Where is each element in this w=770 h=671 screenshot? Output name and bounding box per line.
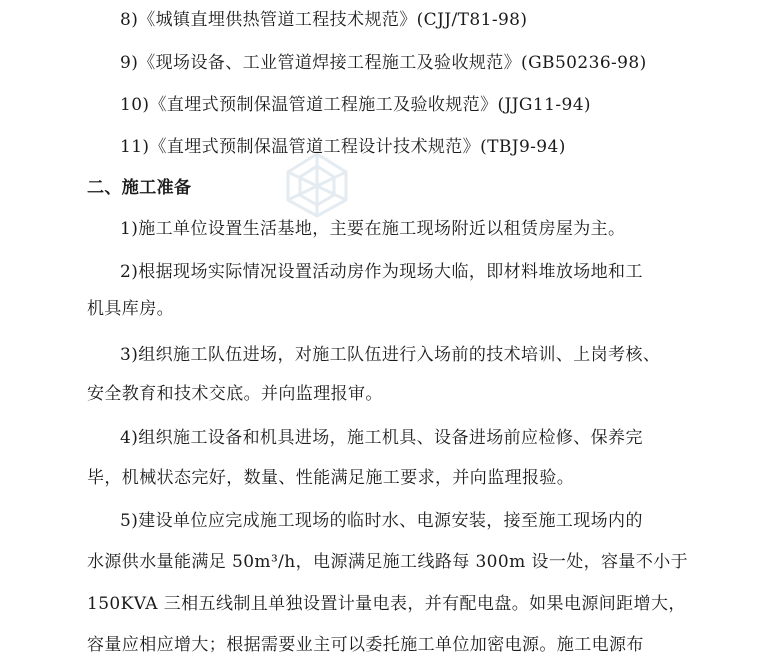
section-heading: 二、施工准备: [87, 178, 192, 198]
reference-item-9: 9)《现场设备、工业管道焊接工程施工及验收规范》(GB50236-98): [120, 53, 647, 73]
reference-item-8: 8)《城镇直埋供热管道工程技术规范》(CJJ/T81-98): [120, 10, 528, 30]
paragraph-line-6: 4)组织施工设备和机具进场，施工机具、设备进场前应检修、保养完: [120, 428, 643, 448]
paragraph-line-2: 2)根据现场实际情况设置活动房作为现场大临，即材料堆放场地和工: [120, 262, 643, 282]
watermark-logo-icon: [282, 150, 352, 220]
reference-item-10: 10)《直埋式预制保温管道工程施工及验收规范》(JJG11-94): [120, 95, 591, 115]
paragraph-line-4: 3)组织施工队伍进场，对施工队伍进行入场前的技术培训、上岗考核、: [120, 345, 661, 365]
paragraph-line-8: 5)建设单位应完成施工现场的临时水、电源安装，接至施工现场内的: [120, 511, 643, 531]
reference-item-11: 11)《直埋式预制保温管道工程设计技术规范》(TBJ9-94): [120, 137, 566, 157]
paragraph-line-9: 水源供水量能满足 50m³/h，电源满足施工线路每 300m 设一处，容量不小于: [87, 552, 689, 572]
paragraph-line-1: 1)施工单位设置生活基地，主要在施工现场附近以租赁房屋为主。: [120, 219, 626, 239]
paragraph-line-3: 机具库房。: [87, 299, 174, 319]
paragraph-line-5: 安全教育和技术交底。并向监理报审。: [87, 384, 383, 404]
paragraph-line-10: 150KVA 三相五线制且单独设置计量电表，并有配电盘。如果电源间距增大，: [87, 594, 686, 614]
paragraph-line-7: 毕，机械状态完好，数量、性能满足施工要求，并向监理报验。: [87, 468, 575, 488]
paragraph-line-11: 容量应相应增大；根据需要业主可以委托施工单位加密电源。施工电源布: [87, 635, 644, 655]
